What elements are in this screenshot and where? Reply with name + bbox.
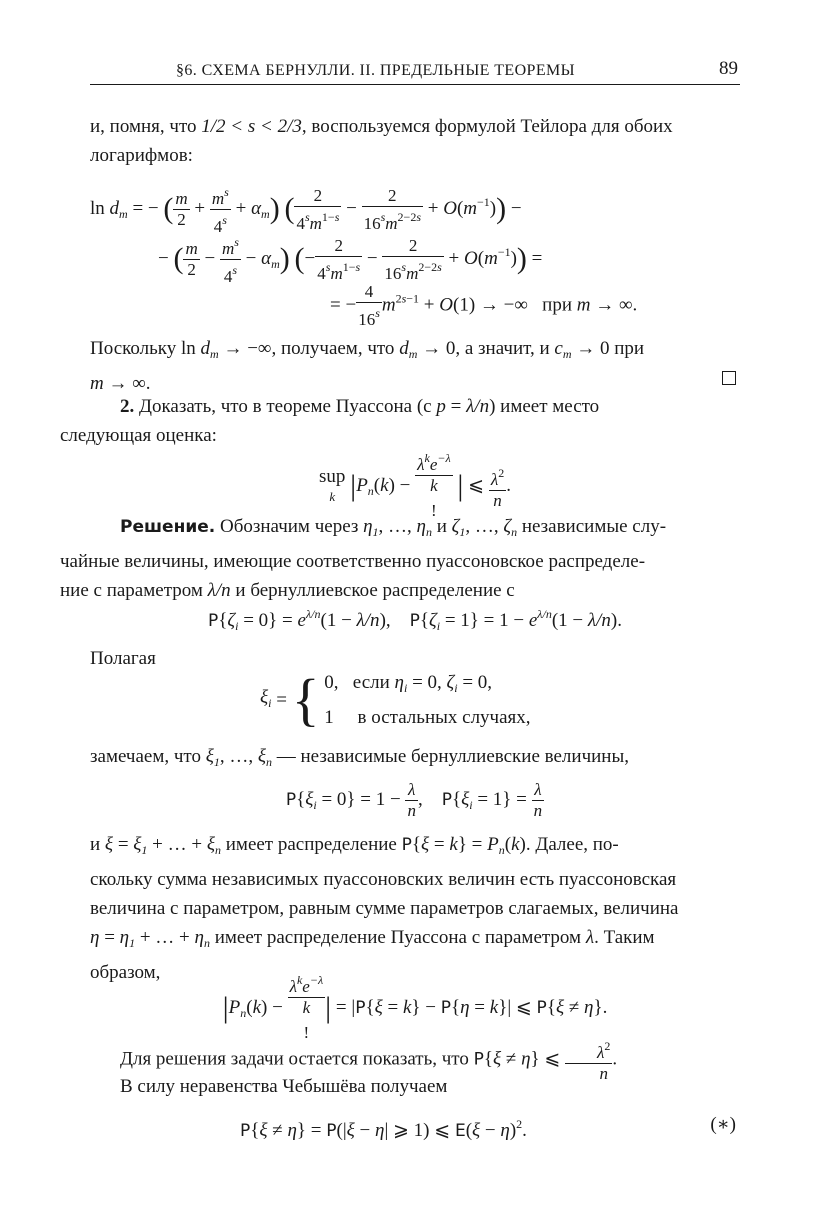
equation-zeta-distribution: $P\{\zeta_i = 0\} = e^{\lambda/n}(1 - \lambda/n)$, $P\{\zeta_i = 1\} = 1 - e^{\lambda/n}(1 - \lambda/n)$. (208, 607, 622, 633)
case-value: 0, (324, 672, 339, 693)
solution-text: независимые слу- (521, 516, 667, 537)
remark-text: — независимые бернуллиевские величины, (276, 746, 629, 767)
paragraph-text: имеет распределение Пуассона с параметром (214, 927, 582, 948)
solution-label: Решение. (120, 517, 216, 537)
conclusion-text: Поскольку (90, 338, 177, 359)
header-title: §6. СХЕМА БЕРНУЛЛИ. II. ПРЕДЕЛЬНЫЕ ТЕОРЕМЫ (176, 62, 575, 79)
remark-paragraph: замечаем, что $\xi_1$, …, $\xi_n$ — независимые бернуллиевские величины, (90, 746, 629, 769)
solution-text: чайные величины, имеющие соответственно пуассоновское распределе- (60, 551, 646, 572)
paragraph-text: образом, (90, 962, 161, 983)
conclusion-paragraph: Поскольку $\ln d_m$ → −∞, получаем, что $d_m \to 0$, а значит, и $c_m \to 0$ при m → ∞. (90, 334, 740, 398)
solution-text: Обозначим через (219, 516, 359, 537)
conclusion-text: а значит, и (464, 338, 550, 359)
intro-text: логарифмов: (90, 145, 193, 166)
problem-2-statement: 2. Доказать, что в теореме Пуассона (с p = λ/n) имеет место следующая оценка: (90, 392, 740, 450)
equation-abs-bound: $|P_n(k)$ − $\lambda^ke^{-\lambda}$ k !| = |P{ξ = k} − P{η = k}| ⩽ P{ξ ≠ η}. (90, 970, 740, 1047)
intro-paragraph: и, помня, что 1/2 < s < 2/3, воспользуемся формулой Тейлора для обоих логарифмов: (90, 116, 673, 166)
conclusion-text: получаем, что (280, 338, 395, 359)
equation-bernoulli: $P\{\xi_i = 0\} = 1$ − $\frac{\lambda}{n}$ , $P\{\xi_i = 1\}$ = $\frac{\lambda}{n}$ (285, 780, 543, 820)
page-number: 89 (719, 58, 738, 79)
solution-text: и (436, 516, 447, 537)
remain-text: Для решения задачи остается показать, что (120, 1048, 469, 1070)
equation-tag: (∗) (710, 1114, 736, 1135)
case-condition: в остальных случаях, (357, 707, 531, 728)
conclusion-text: при (614, 338, 645, 359)
equation-xi-definition: $\xi_i$ = { 0, если $\eta_i = 0$, $\zeta_i = 0$, 1 в остальных случаях, (260, 667, 531, 732)
equation-line: = − $\frac{4}{16^s}$ $m^{2s-1} + O(1)$ → −∞ при m → ∞. (330, 282, 638, 329)
solution-paragraph: Решение. Обозначим через $\eta_1$, …, $\eta_n$ и $\zeta_1$, …, $\zeta_n$ независимые слу- чайные величины, имеющие соответственно пуассоновское распределе- ние с параметром λ/n и бернуллиевское распределение с (60, 516, 667, 601)
equation-line: − ( $\frac{m}{2}$ − $\frac{m^s}{4^s}$ − $\alpha_m$) (− $\frac{2}{4^sm^{1-s}}$ − $\frac{2}{16^sm^{2-2s}}$ + $O(m^{-1})$) = (158, 232, 542, 287)
intro-text: и, помня, что (90, 116, 197, 137)
solution-text: и бернуллиевское распределение с (235, 580, 515, 601)
chebyshev-paragraph: В силу неравенства Чебышёва получаем (120, 1076, 448, 1097)
page: §6. СХЕМА БЕРНУЛЛИ. II. ПРЕДЕЛЬНЫЕ ТЕОРЕМЫ 89 и, помня, что 1/2 < s < 2/3, воспользуемся формулой Тейлора для обоих логарифмов: $\ln d_m$ = − ( $\frac{m}{2}$ + $\frac{m^s}{4^s}$ + $\alpha_m$) ( $\frac{2}{4^sm^{1-s}}$ − $\frac{2}{16^sm^{2-2s}}$ + $O(m^{-1})$) − − ( $\frac{m}{2}$ − $\frac{m^s}{4^s}$ − $\alpha_m$) (− $\frac{2}{4^sm^{1-s}}$ − $\frac{2}{16^sm^{2-2s}}$ + $O(m^{-1})$) = = − $\frac{4}{16^s}$ $m^{2s-1} + O(1)$ → −∞ при m → ∞. Поскольку $\ln d_m$ → −∞, получаем, что $d_m \to 0$, а значит, и $c_m \to 0$ при m → ∞. 2. Доказать, что в теореме Пуассона (с p = λ/n) имеет место следующая оценка: sup k $|P_n(k)$ − $\lambda^ke^{-\lambda}$ k ! | ⩽ $\frac{\lambda^2}{n}$ . Решение. Обозначим через $\eta_1$, …, $\eta_n$ и $\zeta_1$, …, $\zeta_n$ независимые слу- чайные величины, имеющие соответственно пуассоновское распределе- ние с параметром λ/n и бернуллиевское распределение с $P\{\zeta_i = 0\} = e^{\lambda/n}(1 - \lambda/n)$, $P\{\zeta_i = 1\} = 1 - e^{\lambda/n}(1 - \lambda/n)$. Полагая $\xi_i$ = { 0, если $\eta_i = 0$, $\zeta_i = 0$, 1 в остальных случаях, замечаем, что $\xi_1$, …, $\xi_n$ — независимые бернуллиевские величины, $P\{\xi_i = 0\} = 1$ − $\frac{\lambda}{n}$ , $P\{\xi_i = 1\}$ = $\frac{\lambda}{n}$ и $\xi = \xi_1$ + … + $\xi_n$ имеет распределение $P\{\xi = k\} = P_n(k)$. Далее, по- скольку сумма независимых пуассоновских величин есть пуассоновская величина с параметром, равным сумме параметров слагаемых, величина $\eta = \eta_1$ + … + $\eta_n$ имеет распределение Пуассона с параметром λ. Таким образом, $|P_n(k)$ − $\lambda^ke^{-\lambda}$ k !| = |P{ξ = k} − P{η = k}| ⩽ P{ξ ≠ η}. Для решения задачи остается показать, что P{ξ ≠ η} ⩽ $\frac{\lambda^2}{n}$ . В силу неравенства Чебышёва получаем P{ξ ≠ η} = P(|ξ − η| ⩾ 1) ⩽ $E(\xi - \eta)^2$. (∗) (60, 58, 738, 1141)
case-value: 1 (324, 707, 334, 728)
equation-sup-estimate: sup k $|P_n(k)$ − $\lambda^ke^{-\lambda}$ k ! | ⩽ $\frac{\lambda^2}{n}$ . (90, 448, 740, 508)
intro-text: воспользуемся формулой Тейлора для обоих (311, 116, 673, 137)
equation-ln-dm (90, 182, 740, 332)
equation-line: $\ln d_m$ = − ( $\frac{m}{2}$ + $\frac{m^s}{4^s}$ + $\alpha_m$) ( $\frac{2}{4^sm^{1-s}}$ − $\frac{2}{16^sm^{2-2s}}$ + $O(m^{-1})$) − (90, 182, 522, 237)
qed-square-icon (722, 371, 736, 385)
paragraph-text: и (90, 834, 101, 855)
running-header (90, 58, 740, 85)
paragraph-text: скольку сумма независимых пуассоновских величин есть пуассоновская (90, 869, 677, 890)
remark-text: замечаем, что (90, 746, 201, 767)
paragraph-text: Далее, по- (535, 834, 619, 855)
main-paragraph: и $\xi = \xi_1$ + … + $\xi_n$ имеет распределение $P\{\xi = k\} = P_n(k)$. Далее, по- скольку сумма независимых пуассоновских величин есть пуассоновская величина с параметром, равным сумме параметров слагаемых, величина $\eta = \eta_1$ + … + $\eta_n$ имеет распределение Пуассона с параметром λ. Таким образом, (90, 834, 679, 983)
polagaya-text: Полагая (90, 648, 156, 669)
problem-number: 2. (120, 396, 135, 417)
problem-text: Доказать, что в теореме Пуассона (с (139, 396, 432, 417)
remain-paragraph: Для решения задачи остается показать, что P{ξ ≠ η} ⩽ $\frac{\lambda^2}{n}$ . (90, 1036, 740, 1084)
paragraph-text: имеет распределение (225, 834, 397, 855)
paragraph-text: Таким (603, 927, 655, 948)
problem-text: имеет место (500, 396, 600, 417)
case-condition: если (352, 672, 390, 693)
solution-text: ние с параметром (60, 580, 203, 601)
paragraph-text: величина с параметром, равным сумме параметров слагаемых, величина (90, 898, 679, 919)
problem-text: следующая оценка: (60, 425, 217, 446)
